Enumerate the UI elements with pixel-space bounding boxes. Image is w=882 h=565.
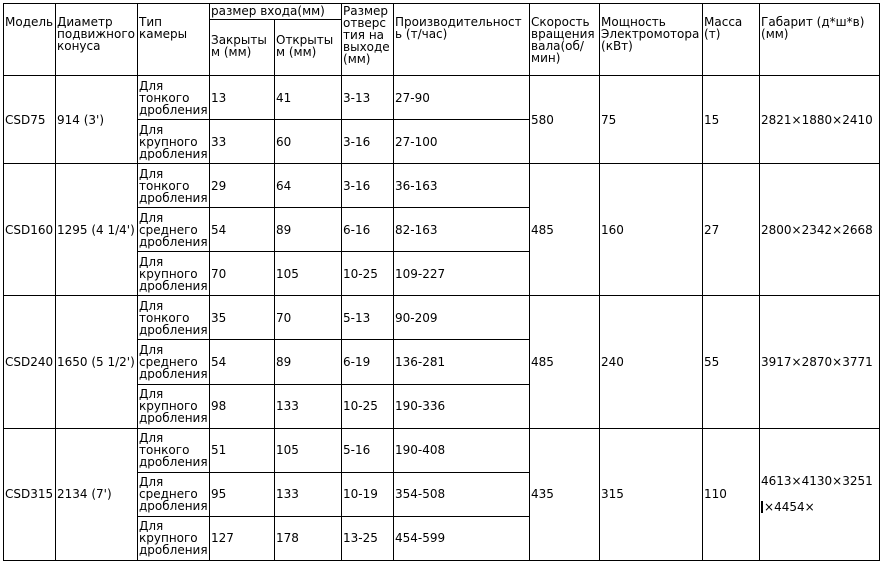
header-power: Мощность Электромотора (кВт): [600, 4, 703, 76]
cell-dims: [760, 296, 880, 428]
cell-capacity: 354-508: [394, 472, 530, 516]
cell-chamber: Для тонкого дробления: [138, 428, 210, 472]
cell-chamber: Для крупного дробления: [138, 516, 210, 560]
cell-open: 64: [275, 164, 342, 208]
table-body: [4, 76, 880, 561]
cell-diameter: 2134 (7'): [56, 428, 138, 560]
cell-diameter: 1295 (4 1/4'): [56, 164, 138, 296]
cell-speed: 485: [530, 296, 600, 428]
cell-capacity: 36-163: [394, 164, 530, 208]
table-row: [4, 76, 880, 120]
cell-speed: 435: [530, 428, 600, 560]
cell-power: 315: [600, 428, 703, 560]
cell-capacity: 109-227: [394, 252, 530, 296]
cell-mass: 55: [703, 296, 760, 428]
cell-power: 75: [600, 76, 703, 164]
cell-diameter: 1650 (5 1/2'): [56, 296, 138, 428]
cell-capacity: 27-90: [394, 76, 530, 120]
cell-open: 41: [275, 76, 342, 120]
cell-mass: 110: [703, 428, 760, 560]
table-header: [4, 4, 880, 76]
cell-mass: 27: [703, 164, 760, 296]
cell-chamber: Для крупного дробления: [138, 384, 210, 428]
header-dims: Габарит (д*ш*в)(мм): [760, 4, 880, 76]
cell-chamber: Для крупного дробления: [138, 252, 210, 296]
cell-closed: 35: [210, 296, 275, 340]
cell-open: 105: [275, 252, 342, 296]
cell-chamber: Для тонкого дробления: [138, 76, 210, 120]
cell-open: 133: [275, 384, 342, 428]
cell-closed: 54: [210, 340, 275, 384]
cell-open: 133: [275, 472, 342, 516]
cell-closed: 13: [210, 76, 275, 120]
cell-capacity: 454-599: [394, 516, 530, 560]
dims-value: 4613×4130×3251: [761, 474, 873, 489]
cell-power: 240: [600, 296, 703, 428]
cell-closed: 95: [210, 472, 275, 516]
cell-capacity: 90-209: [394, 296, 530, 340]
table-row: [4, 428, 880, 472]
cell-chamber: Для среднего дробления: [138, 340, 210, 384]
dims-value: 3917×2870×3771: [761, 355, 873, 369]
dims-value: 2821×1880×2410: [761, 112, 873, 127]
cell-capacity: 136-281: [394, 340, 530, 384]
cell-model: CSD315: [4, 428, 56, 560]
cell-diameter: 914 (3'): [56, 76, 138, 164]
cell-chamber: Для среднего дробления: [138, 472, 210, 516]
header-mass: Масса (т): [703, 4, 760, 76]
dims-value: 2800×2342×2668: [761, 222, 873, 237]
header-feed-group: размер входа(мм): [210, 4, 342, 20]
header-capacity: Производительность (т/час): [394, 4, 530, 76]
cell-dims: [760, 164, 880, 296]
cell-dims: [760, 76, 880, 164]
cell-outlet: 10-19: [342, 472, 394, 516]
cell-closed: 127: [210, 516, 275, 560]
cell-model: CSD240: [4, 296, 56, 428]
table-row: [4, 296, 880, 340]
cell-closed: 98: [210, 384, 275, 428]
cell-outlet: 6-19: [342, 340, 394, 384]
cell-capacity: 190-408: [394, 428, 530, 472]
dims-extra-value: ×4454×: [761, 501, 878, 513]
spec-table: [3, 3, 880, 561]
cell-closed: 33: [210, 120, 275, 164]
cell-dims: [760, 428, 880, 560]
cell-closed: 51: [210, 428, 275, 472]
cell-outlet: 3-16: [342, 164, 394, 208]
cell-speed: 485: [530, 164, 600, 296]
cell-capacity: 82-163: [394, 208, 530, 252]
cell-outlet: 3-16: [342, 120, 394, 164]
cell-open: 178: [275, 516, 342, 560]
cell-outlet: 13-25: [342, 516, 394, 560]
cell-closed: 70: [210, 252, 275, 296]
cell-outlet: 10-25: [342, 252, 394, 296]
cell-capacity: 190-336: [394, 384, 530, 428]
cell-model: CSD75: [4, 76, 56, 164]
cell-capacity: 27-100: [394, 120, 530, 164]
header-chamber: Тип камеры: [138, 4, 210, 76]
cell-chamber: Для тонкого дробления: [138, 296, 210, 340]
header-open: Открытым (мм): [275, 20, 342, 76]
cell-open: 89: [275, 340, 342, 384]
cell-open: 70: [275, 296, 342, 340]
header-diameter: Диаметр подвижного конуса: [56, 4, 138, 76]
header-closed: Закрытым (мм): [210, 20, 275, 76]
cell-chamber: Для среднего дробления: [138, 208, 210, 252]
cell-open: 89: [275, 208, 342, 252]
cell-closed: 54: [210, 208, 275, 252]
cell-outlet: 5-13: [342, 296, 394, 340]
cell-chamber: Для тонкого дробления: [138, 164, 210, 208]
cell-open: 60: [275, 120, 342, 164]
cell-outlet: 6-16: [342, 208, 394, 252]
header-outlet: Размер отверстия на выходе (мм): [342, 4, 394, 76]
cell-outlet: 10-25: [342, 384, 394, 428]
header-model: Модель: [4, 4, 56, 76]
table-row: [4, 164, 880, 208]
cell-closed: 29: [210, 164, 275, 208]
cell-power: 160: [600, 164, 703, 296]
cell-model: CSD160: [4, 164, 56, 296]
cell-speed: 580: [530, 76, 600, 164]
cell-mass: 15: [703, 76, 760, 164]
cell-chamber: Для крупного дробления: [138, 120, 210, 164]
cell-outlet: 5-16: [342, 428, 394, 472]
cell-open: 105: [275, 428, 342, 472]
cell-outlet: 3-13: [342, 76, 394, 120]
header-speed: Скорость вращения вала(об/мин): [530, 4, 600, 76]
